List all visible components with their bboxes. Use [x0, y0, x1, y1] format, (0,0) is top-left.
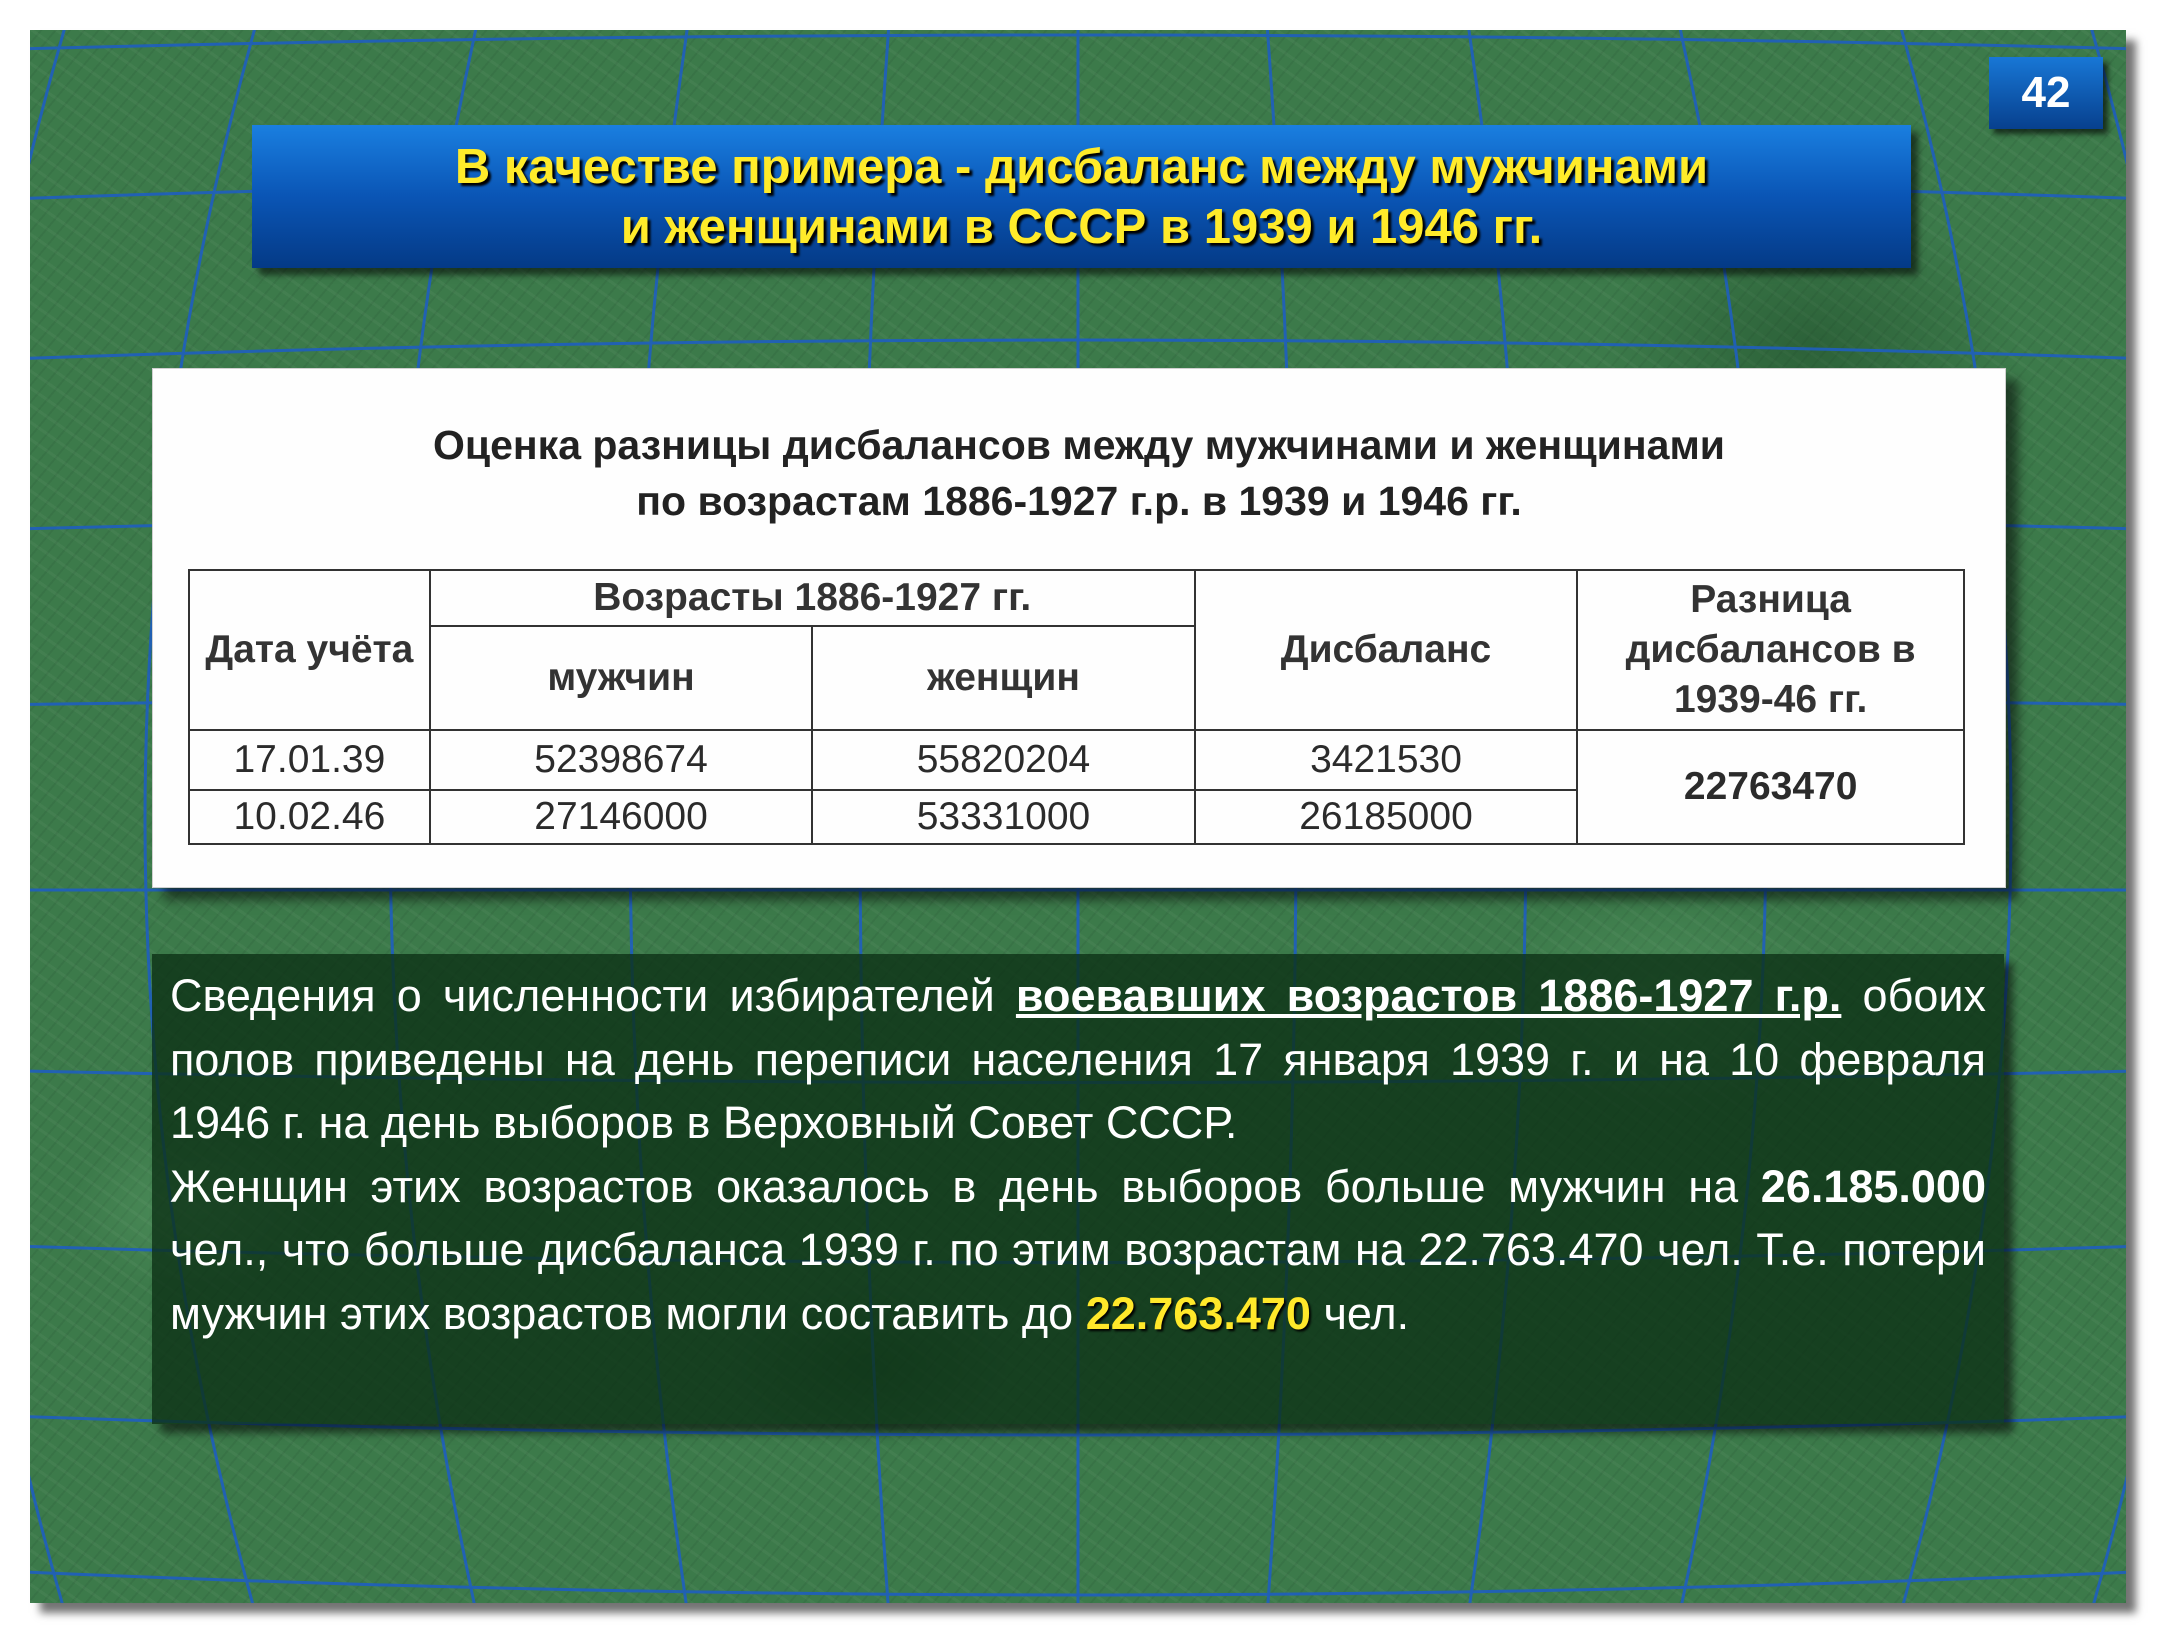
table-row — [189, 730, 1964, 789]
p1-emphasis: воевавших возрастов 1886-1927 г.р. — [1015, 970, 1842, 1021]
p2-text-a: Женщин этих возрастов оказалось в день выборов больше мужчин на — [170, 1160, 1761, 1212]
cell-date: 17.01.39 — [189, 730, 430, 789]
p2-text-c: чел., что больше дисбаланса 1939 г. по этим возрастам на 22.763.470 чел. Т.е. потери мужчин этих возрастов могли составить до — [170, 1224, 1986, 1339]
p2-bold-number: 26.185.000 — [1760, 1160, 1986, 1212]
cell-women: 55820204 — [812, 730, 1194, 789]
explanation-text-box — [152, 954, 2004, 1424]
table-heading-line-2: по возрастам 1886-1927 г.р. в 1939 и 1946 гг. — [636, 478, 1522, 524]
cell-men: 52398674 — [430, 730, 812, 789]
page-number-badge: 42 — [1989, 57, 2103, 129]
header-date: Дата учёта — [189, 570, 430, 730]
cell-imbalance: 26185000 — [1195, 790, 1578, 844]
p2-text-e: чел. — [1310, 1287, 1410, 1339]
slide-background — [30, 30, 2126, 1603]
p1-text-a: Сведения о численности избирателей — [170, 970, 1016, 1021]
table-heading — [153, 417, 2005, 529]
cell-men: 27146000 — [430, 790, 812, 844]
header-difference — [1577, 570, 1964, 730]
cell-difference-total: 22763470 — [1577, 730, 1964, 844]
paragraph-2 — [170, 1155, 1986, 1346]
header-difference-line-2: дисбалансов в — [1625, 628, 1916, 672]
p1-text-c: обоих полов приведены на день переписи населения 17 января 1939 г. и на 10 февраля 1946 г. на день выборов в Верховный Совет СССР. — [170, 970, 1987, 1148]
p2-highlight-number: 22.763.470 — [1085, 1287, 1311, 1339]
header-ages-group: Возрасты 1886-1927 гг. — [430, 570, 1195, 626]
slide-title-line-2: и женщинами в СССР в 1939 и 1946 гг. — [620, 200, 1543, 254]
paragraph-1 — [170, 964, 1986, 1155]
imbalance-table — [188, 569, 1965, 845]
cell-date: 10.02.46 — [189, 790, 430, 844]
header-difference-line-1: Разница — [1690, 578, 1851, 622]
explanation-text — [170, 964, 1986, 1345]
cell-women: 53331000 — [812, 790, 1194, 844]
cell-imbalance: 3421530 — [1195, 730, 1578, 789]
header-difference-line-3: 1939-46 гг. — [1673, 678, 1868, 722]
header-women: женщин — [812, 626, 1194, 730]
header-men: мужчин — [430, 626, 812, 730]
slide-title-line-1: В качестве примера - дисбаланс между мужчинами — [454, 140, 1709, 194]
table-heading-line-1: Оценка разницы дисбалансов между мужчинами и женщинами — [433, 422, 1725, 468]
table-card — [152, 368, 2006, 888]
slide-title — [252, 125, 1911, 268]
header-imbalance: Дисбаланс — [1195, 570, 1578, 730]
